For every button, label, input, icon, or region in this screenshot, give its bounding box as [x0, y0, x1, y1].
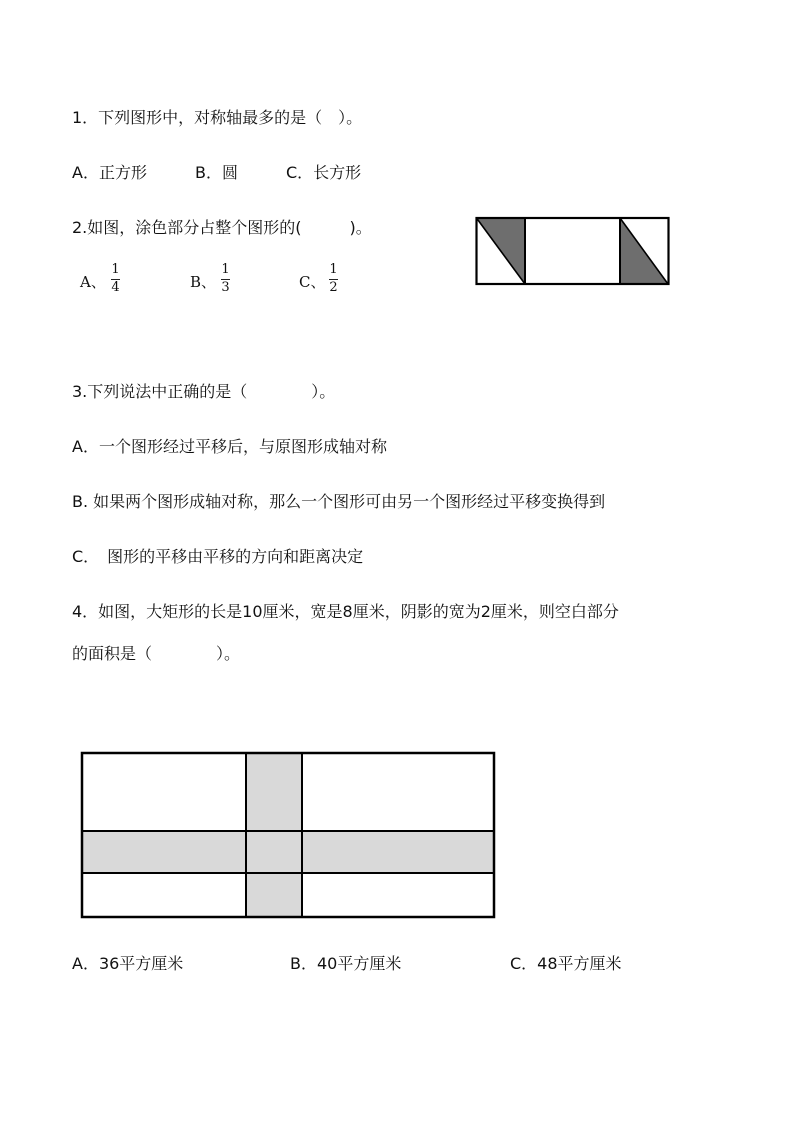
q2-option-a-label: A、	[80, 273, 106, 291]
q2-option-b-label: B、	[190, 273, 217, 291]
q2-figure	[475, 216, 671, 286]
q1-option-b: B．圆	[195, 163, 238, 182]
q4-option-c: C．48平方厘米	[510, 954, 622, 973]
q4-option-b: B．40平方厘米	[290, 954, 402, 973]
q2-stem: 2.如图，涂色部分占整个图形的( )。	[72, 218, 372, 237]
fraction-numerator: 1	[221, 262, 230, 277]
fraction-denominator: 4	[111, 280, 120, 295]
fraction-numerator: 1	[111, 262, 120, 277]
q4-stem-line-1: 4．如图，大矩形的长是10厘米，宽是8厘米，阴影的宽为2厘米，则空白部分	[72, 602, 619, 621]
fraction-denominator: 2	[329, 280, 338, 295]
q1-stem: 1．下列图形中，对称轴最多的是（ ）。	[72, 108, 363, 127]
q4-stem-line-2: 的面积是（ ）。	[72, 644, 241, 663]
shaded-horizontal-strip	[82, 831, 494, 873]
q4-figure	[79, 750, 499, 920]
q2-option-c-fraction	[329, 263, 338, 295]
q3-stem: 3.下列说法中正确的是（ ）。	[72, 382, 336, 401]
fraction-numerator: 1	[329, 262, 338, 277]
q3-option-b: B. 如果两个图形成轴对称，那么一个图形可由另一个图形经过平移变换得到	[72, 492, 606, 511]
q2-option-b-fraction	[221, 263, 230, 295]
q4-option-a: A．36平方厘米	[72, 954, 184, 973]
q3-option-c: C． 图形的平移由平移的方向和距离决定	[72, 547, 364, 566]
q3-option-a: A．一个图形经过平移后，与原图形成轴对称	[72, 437, 387, 456]
q2-option-a-fraction	[111, 263, 120, 295]
q1-option-c: C．长方形	[286, 163, 362, 182]
q1-option-a: A．正方形	[72, 163, 147, 182]
fraction-denominator: 3	[221, 280, 230, 295]
q2-option-c-label: C、	[299, 273, 326, 291]
